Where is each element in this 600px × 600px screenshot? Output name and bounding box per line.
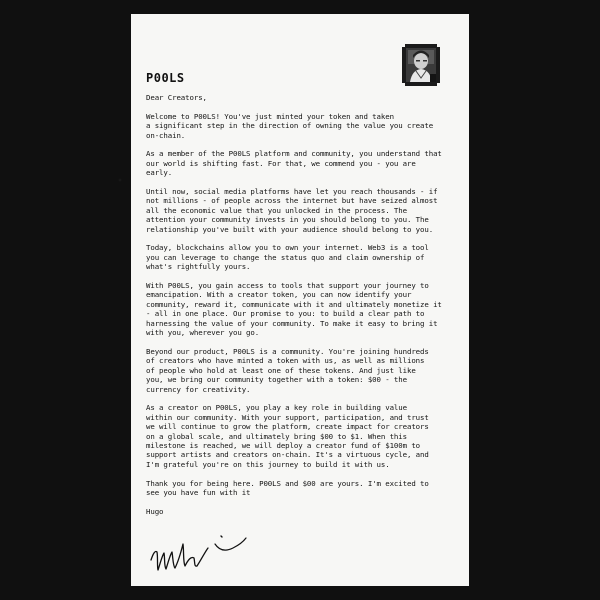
paragraph-line: see you have fun with it — [146, 487, 251, 497]
paragraph-line: you, we bring our community together with a token: $00 - the — [146, 375, 407, 385]
paragraph-line: - all in one place. Our promise to you: to build a clear path to — [146, 309, 425, 319]
greeting: Dear Creators, — [146, 93, 207, 102]
paragraph-line: Beyond our product, P00LS is a community. You're joining hundreds — [146, 346, 429, 356]
paragraph-line: not millions - of people across the internet but have seized almost — [146, 196, 438, 206]
paragraph-line: milestone is reached, we will deploy a creator fund of $100m to — [146, 440, 421, 450]
paragraph-line: our world is shifting fast. For that, we commend you - you are — [146, 158, 416, 168]
brand-logo: P00LS — [146, 71, 185, 85]
paragraph-line: support artists and creators on-chain. It's a virtuous cycle, and — [146, 450, 429, 460]
paragraph-line: on-chain. — [146, 130, 186, 140]
paragraph-line: Welcome to P00LS! You've just minted your token and taken — [146, 111, 394, 121]
paragraph-line: all the economic value that you unlocked in the process. The — [146, 205, 407, 215]
paragraph-line: on a global scale, and ultimately bring $00 to $1. When this — [146, 431, 407, 441]
paragraph-line: with you, wherever you go. — [146, 328, 260, 338]
paragraph-line: what's rightfully yours. — [146, 262, 251, 272]
paragraph-line: community, reward it, communicate with it and ultimately monetize it — [146, 299, 442, 309]
author-avatar — [402, 44, 440, 86]
paragraph-line: a significant step in the direction of owning the value you create — [146, 121, 434, 131]
paragraph-line: Today, blockchains allow you to own your internet. Web3 is a tool — [146, 243, 429, 253]
paragraph-line: With P00LS, you gain access to tools that support your journey to — [146, 281, 429, 291]
paragraph-line: relationship you've built with your audience should belong to you. — [146, 224, 434, 234]
letter-page — [131, 14, 469, 586]
paragraph-line: As a creator on P00LS, you play a key role in building value — [146, 403, 407, 413]
paragraph-line: early. — [146, 168, 173, 178]
paragraph-line: harnessing the value of your community. To make it easy to bring it — [146, 318, 438, 328]
paragraph-line: Thank you for being here. P00LS and $00 are yours. I'm excited to — [146, 478, 429, 488]
paragraph-line: attention your community invests in you should belong to you. The — [146, 215, 429, 225]
paragraph-line: Until now, social media platforms have let you reach thousands - if — [146, 187, 438, 197]
paragraph-line: currency for creativity. — [146, 384, 251, 394]
paragraph-line: emancipation. With a creator token, you can now identify your — [146, 290, 412, 300]
signoff-name: Hugo — [146, 506, 164, 516]
paragraph-line: As a member of the P00LS platform and community, you understand that — [146, 149, 442, 159]
paragraph-line: you can leverage to change the status quo and claim ownership of — [146, 252, 425, 262]
letter-body — [146, 93, 456, 516]
paragraph-line: I'm grateful you're on this journey to build it with us. — [146, 459, 390, 469]
paragraph-line: of creators who have minted a token with us, as well as millions — [146, 356, 425, 366]
handwritten-signature — [145, 514, 250, 574]
paragraph-line: we will continue to grow the platform, create impact for creators — [146, 422, 429, 432]
paragraph-line: of people who hold at least one of these tokens. And just like — [146, 365, 416, 375]
paragraph-line: within our community. With your support, participation, and trust — [146, 412, 429, 422]
